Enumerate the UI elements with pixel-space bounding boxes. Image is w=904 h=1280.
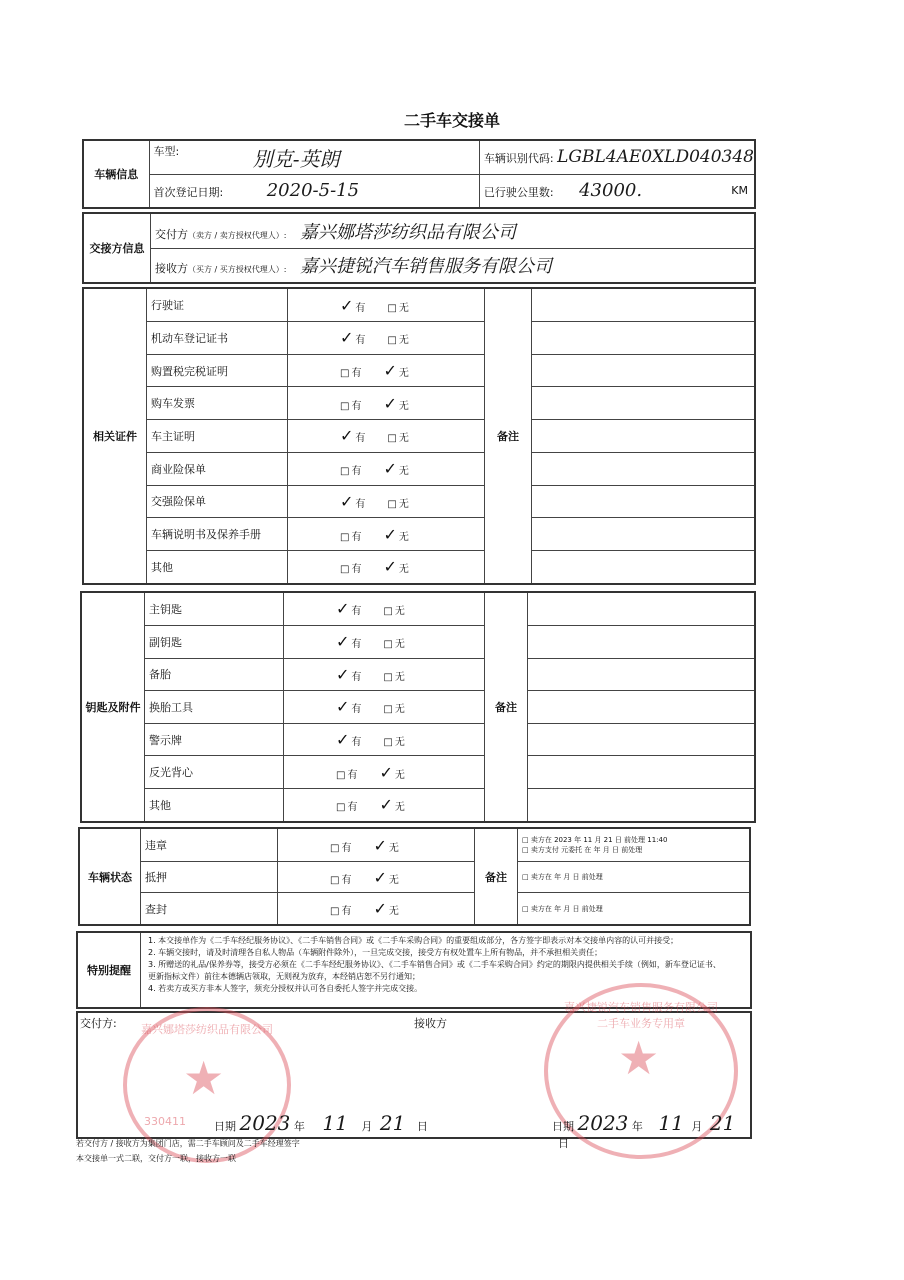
yes-checkbox-checked: [336, 664, 362, 684]
keys-item-label: 副钥匙: [145, 625, 284, 658]
status-remark-line: □ 卖方在 年 月 日 前处理: [522, 904, 603, 913]
checkmark-icon: ✓: [373, 835, 387, 855]
no-label: 无: [388, 842, 399, 854]
keys-remark-label: 备注: [485, 592, 528, 822]
checkmark-icon: ✓: [340, 328, 354, 348]
checkbox-icon: □: [340, 564, 350, 576]
vin-label: 车辆识别代码:: [483, 152, 554, 166]
keys-section-heading: 钥匙及附件: [81, 592, 145, 822]
reg-date-value: 2020-5-15: [266, 180, 360, 202]
yes-checkbox-checked: [340, 295, 366, 315]
receive-sign-label: 接收方: [414, 1017, 447, 1030]
checkbox-icon: □: [330, 906, 340, 918]
yes-no-options: [284, 763, 484, 782]
no-checkbox: [387, 303, 408, 314]
docs-item-label: 商业险保单: [147, 452, 288, 485]
no-checkbox-checked: [383, 557, 409, 577]
mileage-label: 已行驶公里数:: [483, 186, 554, 200]
yes-label: 有: [355, 433, 366, 445]
vehicle-info-table: [82, 139, 756, 209]
yes-label: 有: [341, 874, 352, 886]
keys-table: [80, 591, 756, 823]
no-checkbox: [383, 639, 404, 650]
yes-checkbox: [336, 770, 357, 781]
docs-item-label: 交强险保单: [147, 485, 288, 518]
vin-value: LGBL4AE0XLD040348: [557, 147, 754, 168]
page-title: 二手车交接单: [403, 111, 500, 130]
special-note-line: 1. 本交接单作为《二手车经纪服务协议》、《二手车销售合同》或《二手车采购合同》的重要组成部分，各方签字即表示对本交接单内容的认可并接受；: [148, 936, 679, 945]
status-remark-cell: [518, 862, 751, 893]
checkbox-icon: □: [340, 466, 350, 478]
no-label: 无: [388, 906, 399, 918]
deliver-party-sub: （卖方 / 卖方授权代理人）:: [188, 230, 287, 240]
yes-label: 有: [355, 498, 366, 510]
yes-no-options: [288, 394, 484, 413]
checkbox-icon: □: [383, 704, 393, 716]
checkmark-icon: ✓: [340, 426, 354, 446]
yes-label: 有: [351, 531, 362, 543]
docs-item-check: [288, 354, 485, 387]
receive-party-label: 接收方: [155, 262, 188, 276]
status-remark-line: □ 卖方支付 元委托 在 年 月 日 前处理: [522, 846, 643, 855]
docs-item-check: [288, 288, 485, 322]
no-checkbox-checked: [383, 361, 409, 381]
docs-item-check: [288, 518, 485, 551]
docs-remark-cell: [532, 387, 756, 420]
parties-table: [82, 212, 756, 284]
no-label: 无: [398, 302, 409, 314]
special-note-line: 4. 若卖方或买方非本人签字，须充分授权并认可各自委托人签字并完成交接。: [148, 984, 423, 993]
receive-party-sub: （买方 / 买方授权代理人）:: [188, 265, 287, 275]
docs-item-label: 机动车登记证书: [147, 322, 288, 355]
checkbox-icon: □: [387, 433, 397, 445]
no-checkbox-checked: [383, 459, 409, 479]
no-label: 无: [398, 531, 409, 543]
status-item-check: [278, 893, 475, 925]
yes-label: 有: [341, 906, 352, 918]
footer-line-1: 若交付方 / 接收方为集团门店，需二手车顾问及二手车经理签字: [76, 1139, 300, 1148]
yes-no-options: [284, 730, 484, 749]
no-checkbox: [383, 606, 404, 617]
status-item-check: [278, 828, 475, 862]
docs-item-check: [288, 485, 485, 518]
no-label: 无: [398, 466, 409, 478]
docs-item-check: [288, 387, 485, 420]
no-label: 无: [394, 802, 405, 814]
yes-no-options: [288, 328, 484, 347]
checkbox-icon: □: [336, 769, 346, 781]
yes-label: 有: [351, 671, 362, 683]
date-day: 21: [379, 1111, 406, 1135]
no-checkbox-checked: [373, 835, 399, 855]
yes-checkbox-checked: [336, 697, 362, 717]
date-year: 2023: [239, 1111, 291, 1135]
yes-no-options: [284, 599, 484, 618]
yes-no-options: [288, 557, 484, 576]
checkmark-icon: ✓: [373, 899, 387, 919]
yes-label: 有: [351, 704, 362, 716]
keys-item-check: [284, 756, 485, 789]
no-label: 无: [394, 606, 405, 618]
checkbox-icon: □: [340, 531, 350, 543]
yes-no-options: [284, 632, 484, 651]
checkmark-icon: ✓: [340, 295, 354, 315]
stamp-star-icon: ★: [618, 1031, 660, 1085]
no-checkbox: [387, 335, 408, 346]
docs-section-heading: 相关证件: [83, 288, 147, 584]
status-remark-line: □ 卖方在 2023 年 11 月 21 日 前处理 11:40: [522, 836, 668, 845]
yes-no-options: [284, 697, 484, 716]
docs-remark-cell: [532, 420, 756, 453]
docs-item-label: 车辆说明书及保养手册: [147, 518, 288, 551]
checkbox-icon: □: [330, 874, 340, 886]
yes-label: 有: [355, 302, 366, 314]
keys-remark-cell: [528, 658, 756, 691]
mileage-value: 43000.: [579, 180, 643, 202]
keys-remark-cell: [528, 691, 756, 724]
keys-item-label: 警示牌: [145, 723, 284, 756]
checkbox-icon: □: [387, 335, 397, 347]
yes-no-options: [278, 836, 474, 855]
no-label: 无: [398, 433, 409, 445]
year-unit: 年: [293, 1120, 305, 1133]
keys-item-check: [284, 691, 485, 724]
docs-remark-cell: [532, 518, 756, 551]
yes-label: 有: [351, 606, 362, 618]
yes-checkbox: [340, 564, 361, 575]
yes-no-options: [288, 361, 484, 380]
stamp-right-text: 嘉兴捷锐汽车销售服务有限公司 二手车业务专用章: [564, 1001, 718, 1030]
yes-label: 有: [347, 769, 358, 781]
yes-no-options: [278, 868, 474, 887]
no-checkbox-checked: [383, 524, 409, 544]
status-remark-label: 备注: [475, 828, 518, 925]
special-note-line: 更新指标文件）前往本德辆店领取，无则视为放弃，本经销店恕不另行通知；: [148, 972, 420, 981]
status-item-label: 查封: [141, 893, 278, 925]
checkmark-icon: ✓: [379, 795, 393, 815]
docs-table: [82, 287, 756, 585]
docs-remark-label: 备注: [485, 288, 532, 584]
status-remark-cell: [518, 828, 751, 862]
checkmark-icon: ✓: [383, 459, 397, 479]
yes-no-options: [288, 492, 484, 511]
checkmark-icon: ✓: [336, 664, 350, 684]
no-label: 无: [398, 498, 409, 510]
no-checkbox: [387, 433, 408, 444]
docs-remark-cell: [532, 485, 756, 518]
day-unit: 日: [416, 1120, 428, 1133]
status-item-check: [278, 862, 475, 893]
checkmark-icon: ✓: [373, 867, 387, 887]
vehicle-info-heading: 车辆信息: [83, 140, 149, 208]
checkbox-icon: □: [330, 842, 340, 854]
deliver-date: [214, 1111, 428, 1135]
yes-checkbox-checked: [336, 730, 362, 750]
checkmark-icon: ✓: [336, 697, 350, 717]
yes-no-options: [288, 459, 484, 478]
no-label: 无: [394, 737, 405, 749]
footer-line-2: 本交接单一式二联，交付方一联，接收方一联: [76, 1154, 236, 1163]
date-label: 日期: [214, 1120, 236, 1133]
keys-item-label: 换胎工具: [145, 691, 284, 724]
no-label: 无: [388, 874, 399, 886]
yes-no-options: [288, 525, 484, 544]
status-table: [78, 827, 751, 926]
yes-checkbox-checked: [340, 426, 366, 446]
special-note-line: 3. 所赠送的礼品/保养券等，接受方必须在《二手车经纪服务协议》、《二手车销售合同》或《二手车采购合同》约定的期限内提供相关手续（例如，新车登记证书、: [148, 960, 721, 969]
no-label: 无: [394, 639, 405, 651]
deliver-sign-label: 交付方:: [80, 1017, 117, 1030]
yes-label: 有: [355, 335, 366, 347]
yes-no-options: [278, 899, 474, 918]
keys-item-check: [284, 658, 485, 691]
year-unit: 年: [631, 1120, 643, 1133]
docs-item-label: 购车发票: [147, 387, 288, 420]
checkmark-icon: ✓: [383, 524, 397, 544]
docs-item-label: 其他: [147, 550, 288, 584]
keys-item-label: 其他: [145, 788, 284, 822]
deliver-party-value: 嘉兴娜塔莎纺织品有限公司: [299, 221, 516, 243]
docs-item-label: 行驶证: [147, 288, 288, 322]
yes-checkbox: [340, 532, 361, 543]
keys-item-check: [284, 723, 485, 756]
checkmark-icon: ✓: [336, 730, 350, 750]
yes-no-options: [284, 795, 484, 814]
checkmark-icon: ✓: [383, 361, 397, 381]
docs-item-check: [288, 452, 485, 485]
no-checkbox: [383, 672, 404, 683]
no-checkbox-checked: [373, 867, 399, 887]
checkbox-icon: □: [336, 802, 346, 814]
status-remark-cell: [518, 893, 751, 925]
keys-remark-cell: [528, 625, 756, 658]
keys-item-label: 反光背心: [145, 756, 284, 789]
yes-no-options: [288, 296, 484, 315]
yes-label: 有: [351, 466, 362, 478]
stamp-left-text: 嘉兴娜塔莎纺织品有限公司: [141, 1023, 273, 1036]
yes-checkbox: [340, 368, 361, 379]
receive-party-value: 嘉兴捷锐汽车销售服务有限公司: [299, 256, 552, 278]
yes-checkbox-checked: [340, 491, 366, 511]
yes-checkbox: [336, 802, 357, 813]
reg-date-label: 首次登记日期:: [153, 186, 224, 200]
docs-item-check: [288, 322, 485, 355]
receive-date: [552, 1111, 750, 1151]
no-checkbox-checked: [373, 899, 399, 919]
keys-item-label: 主钥匙: [145, 592, 284, 625]
no-checkbox: [383, 737, 404, 748]
no-label: 无: [394, 671, 405, 683]
no-label: 无: [398, 335, 409, 347]
keys-item-check: [284, 625, 485, 658]
docs-item-check: [288, 420, 485, 453]
no-label: 无: [398, 400, 409, 412]
docs-remark-cell: [532, 354, 756, 387]
no-checkbox-checked: [383, 393, 409, 413]
yes-checkbox: [330, 875, 351, 886]
checkmark-icon: ✓: [383, 393, 397, 413]
docs-item-label: 车主证明: [147, 420, 288, 453]
keys-remark-cell: [528, 788, 756, 822]
docs-remark-cell: [532, 550, 756, 584]
docs-remark-cell: [532, 452, 756, 485]
status-section-heading: 车辆状态: [79, 828, 141, 925]
stamp-left-code: 330411: [144, 1115, 186, 1128]
date-month: 11: [658, 1111, 684, 1135]
keys-remark-cell: [528, 756, 756, 789]
docs-remark-cell: [532, 288, 756, 322]
yes-label: 有: [347, 802, 358, 814]
yes-checkbox-checked: [336, 632, 362, 652]
keys-item-check: [284, 592, 485, 625]
model-label: 车型:: [153, 144, 180, 158]
mileage-unit: KM: [731, 184, 748, 198]
no-checkbox-checked: [379, 795, 405, 815]
yes-checkbox: [330, 906, 351, 917]
date-month: 11: [322, 1111, 348, 1135]
status-item-label: 抵押: [141, 862, 278, 893]
docs-item-label: 购置税完税证明: [147, 354, 288, 387]
yes-label: 有: [341, 842, 352, 854]
month-unit: 月: [691, 1120, 703, 1133]
checkbox-icon: □: [387, 498, 397, 510]
docs-item-check: [288, 550, 485, 584]
date-year: 2023: [577, 1111, 629, 1135]
no-label: 无: [394, 704, 405, 716]
yes-no-options: [284, 665, 484, 684]
special-note-line: 2. 车辆交接时，请及时清理各自私人物品（车辆附件除外），一旦完成交接，接受方有权处置车上所有物品，并不承担相关责任；: [148, 948, 603, 957]
checkbox-icon: □: [383, 639, 393, 651]
day-unit: 日: [558, 1137, 569, 1150]
model-value: 別克-英朗: [252, 146, 340, 171]
yes-checkbox-checked: [340, 328, 366, 348]
no-label: 无: [394, 769, 405, 781]
checkmark-icon: ✓: [336, 599, 350, 619]
checkmark-icon: ✓: [383, 557, 397, 577]
date-label: 日期: [552, 1120, 574, 1133]
parties-heading: 交接方信息: [83, 213, 151, 283]
no-label: 无: [398, 564, 409, 576]
checkbox-icon: □: [340, 400, 350, 412]
stamp-star-icon: ★: [183, 1051, 225, 1105]
date-day: 21: [709, 1111, 736, 1135]
checkmark-icon: ✓: [340, 491, 354, 511]
status-remark-line: □ 卖方在 年 月 日 前处理: [522, 873, 603, 882]
yes-checkbox: [340, 401, 361, 412]
checkbox-icon: □: [383, 737, 393, 749]
yes-no-options: [288, 426, 484, 445]
yes-checkbox: [340, 466, 361, 477]
yes-checkbox: [330, 843, 351, 854]
keys-remark-cell: [528, 723, 756, 756]
checkbox-icon: □: [383, 606, 393, 618]
no-checkbox: [383, 704, 404, 715]
keys-remark-cell: [528, 592, 756, 625]
yes-checkbox-checked: [336, 599, 362, 619]
checkbox-icon: □: [387, 302, 397, 314]
yes-label: 有: [351, 639, 362, 651]
checkbox-icon: □: [340, 368, 350, 380]
status-item-label: 违章: [141, 828, 278, 862]
docs-remark-cell: [532, 322, 756, 355]
yes-label: 有: [351, 564, 362, 576]
yes-label: 有: [351, 400, 362, 412]
month-unit: 月: [361, 1120, 373, 1133]
no-checkbox-checked: [379, 762, 405, 782]
checkbox-icon: □: [383, 671, 393, 683]
checkmark-icon: ✓: [379, 762, 393, 782]
no-checkbox: [387, 499, 408, 510]
yes-label: 有: [351, 737, 362, 749]
yes-label: 有: [351, 368, 362, 380]
checkmark-icon: ✓: [336, 632, 350, 652]
keys-item-label: 备胎: [145, 658, 284, 691]
special-notes-label: 特别提醒: [78, 933, 141, 1007]
no-label: 无: [398, 368, 409, 380]
keys-item-check: [284, 788, 485, 822]
deliver-party-label: 交付方: [155, 227, 188, 241]
